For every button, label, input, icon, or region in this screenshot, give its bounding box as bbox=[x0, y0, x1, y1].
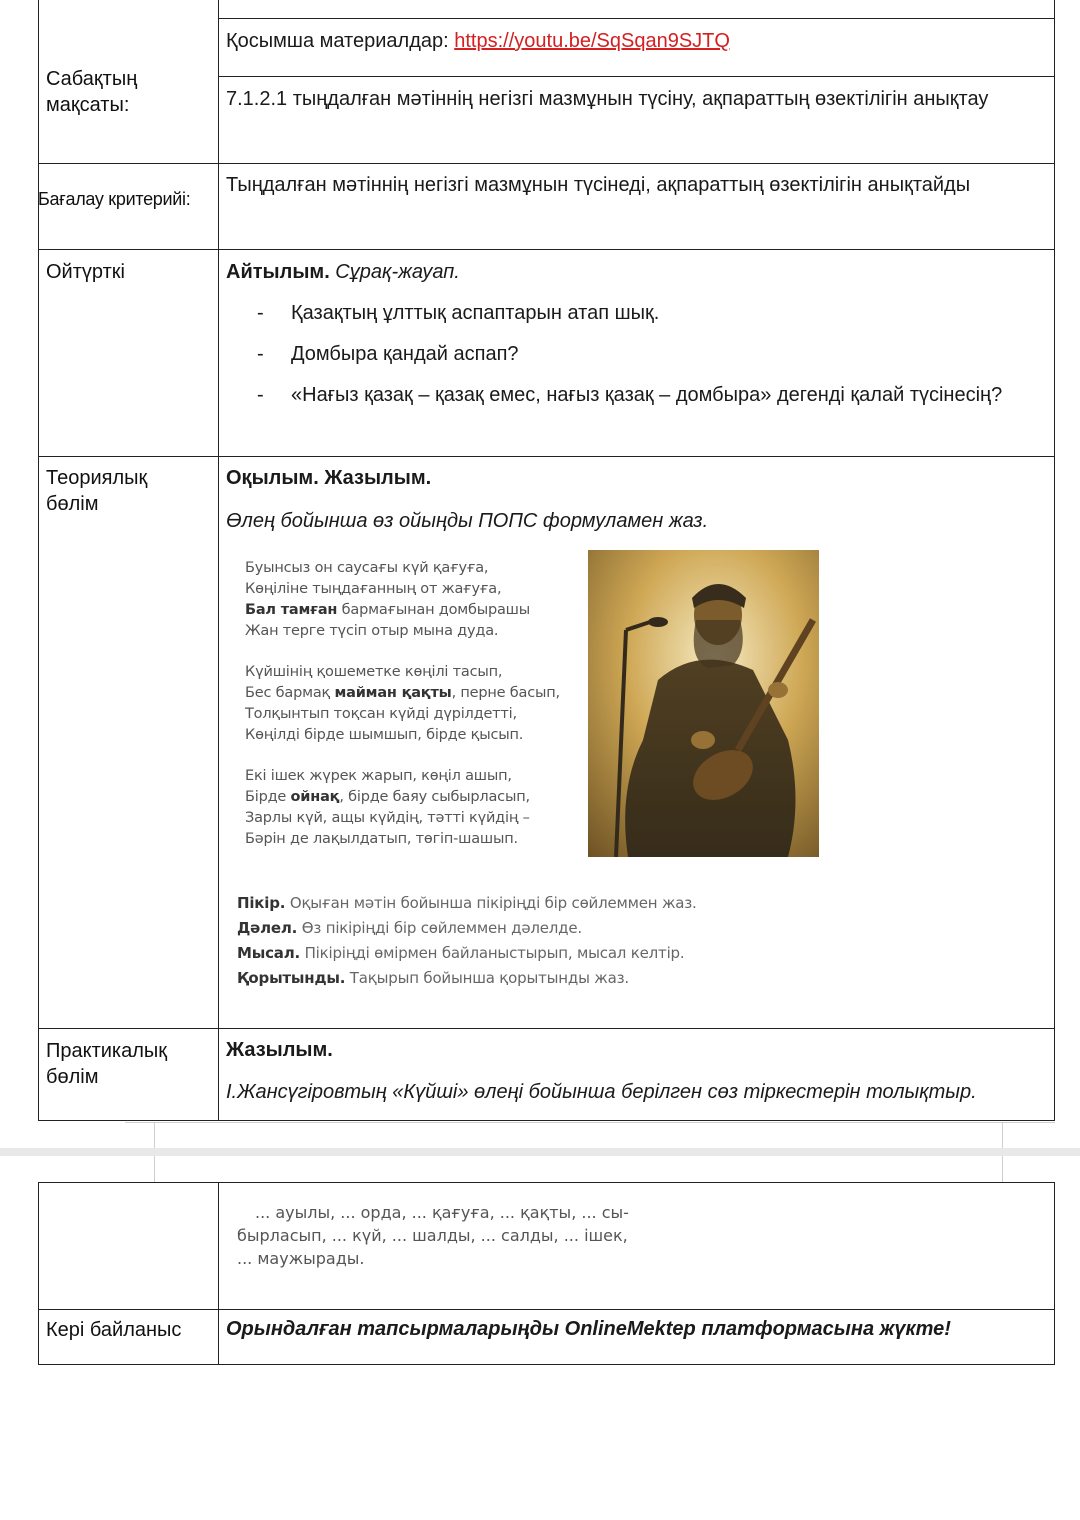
warmup-heading-italic: Сұрақ-жауап. bbox=[329, 261, 460, 283]
row-divider bbox=[38, 456, 1055, 457]
row-label-warmup: Ойтүрткі bbox=[46, 261, 125, 283]
fill-line: ... маужырады. bbox=[237, 1249, 365, 1268]
table2-right-border bbox=[1054, 1182, 1055, 1365]
pops-item-opinion bbox=[237, 891, 697, 916]
bullet-dash: - bbox=[257, 384, 264, 406]
poem-line bbox=[245, 600, 530, 621]
pops-term: Мысал. bbox=[237, 944, 300, 962]
page-gap-tick bbox=[154, 1156, 155, 1182]
poem-line: Толқынтып тоқсан күйді дүрілдетті, bbox=[245, 706, 517, 722]
pops-term: Дәлел. bbox=[237, 919, 298, 937]
pops-item-example bbox=[237, 941, 697, 966]
table2-bottom-border bbox=[38, 1364, 1055, 1365]
table1-column-divider bbox=[218, 0, 219, 1121]
fill-line: ... ауылы, ... орда, ... қағуға, ... қақты, ... сы- bbox=[255, 1203, 629, 1222]
question-text: Домбыра қандай аспап? bbox=[291, 343, 519, 365]
page-gap-band bbox=[0, 1148, 1080, 1156]
theory-task: Өлең бойынша өз ойыңды ПОПС формуламен жаз. bbox=[226, 510, 709, 532]
page-gap-tick bbox=[154, 1122, 155, 1148]
warmup-question bbox=[257, 340, 1047, 368]
practice-heading: Жазылым. bbox=[226, 1039, 333, 1061]
warmup-question bbox=[257, 299, 1047, 327]
poem-line-rest: бармағынан домбырашы bbox=[337, 602, 530, 618]
pops-term: Қорытынды. bbox=[237, 969, 346, 987]
poem-line: Бәрін де лақылдатып, төгіп-шашып. bbox=[245, 831, 518, 847]
poem-line: Жан терге түсіп отыр мына дуда. bbox=[245, 623, 499, 639]
table1-bottom-border bbox=[38, 1120, 1055, 1121]
poem-stanza-2 bbox=[245, 662, 560, 746]
poem-bold-phrase: Бал тамған bbox=[245, 602, 338, 618]
youtube-link[interactable]: https://youtu.be/SqSqan9SJTQ bbox=[454, 30, 730, 52]
row-divider bbox=[218, 18, 1055, 19]
table2-left-border bbox=[38, 1182, 39, 1365]
poem-stanza-1 bbox=[245, 558, 530, 642]
question-text: «Нағыз қазақ – қазақ емес, нағыз қазақ – домбыра» дегенді қалай түсінесің? bbox=[291, 384, 1003, 406]
poem-line-rest: , перне басып, bbox=[451, 685, 560, 701]
bullet-dash: - bbox=[257, 302, 264, 324]
pops-item-reason bbox=[237, 916, 697, 941]
poem-line: Зарлы күй, ащы күйдің, тәтті күйдің – bbox=[245, 810, 530, 826]
row-divider bbox=[38, 249, 1055, 250]
pops-desc: Пікіріңді өмірмен байланыстырып, мысал келтір. bbox=[300, 944, 685, 962]
table1-right-border bbox=[1054, 0, 1055, 1121]
additional-materials bbox=[226, 27, 1046, 55]
fill-line: бырласып, ... күй, ... шалды, ... салды, ... ішек, bbox=[237, 1226, 628, 1245]
table2-column-divider bbox=[218, 1182, 219, 1365]
poem-bold-phrase: майман қақты bbox=[334, 685, 452, 701]
pops-desc: Оқыған мәтін бойынша пікіріңді бір сөйлеммен жаз. bbox=[285, 894, 697, 912]
poem-line: Көңілді бірде шымшып, бірде қысып. bbox=[245, 727, 524, 743]
row-label-feedback: Кері байланыс bbox=[46, 1319, 182, 1341]
poem-line-start: Бірде bbox=[245, 789, 291, 805]
warmup-heading-bold: Айтылым. bbox=[226, 261, 330, 283]
page-gap-tick bbox=[1002, 1156, 1003, 1182]
poem-line-rest: , бірде баяу сыбырласып, bbox=[339, 789, 530, 805]
row-label-theory: Теориялық бөлім bbox=[46, 467, 148, 515]
row-divider bbox=[38, 163, 1055, 164]
poem-line: Көңіліне тыңдағанның от жағуға, bbox=[245, 581, 502, 597]
fill-in-words bbox=[237, 1201, 629, 1270]
row-divider bbox=[218, 76, 1055, 77]
lesson-goal-text: 7.1.2.1 тыңдалған мәтіннің негізгі мазмұнын түсіну, ақпараттың өзектілігін анықтау bbox=[226, 88, 989, 110]
poem-stanza-3 bbox=[245, 766, 530, 850]
pops-desc: Өз пікіріңді бір сөйлеммен дәлелде. bbox=[297, 919, 582, 937]
poem-line-start: Бес бармақ bbox=[245, 685, 335, 701]
table2-top-border bbox=[38, 1182, 1055, 1183]
pops-criteria bbox=[237, 891, 697, 991]
practice-task: І.Жансүгіровтың «Күйші» өлеңі бойынша берілген сөз тіркестерін толықтыр. bbox=[226, 1081, 977, 1103]
row-label-assessment-criteria: Бағалау критерийі: bbox=[38, 189, 191, 209]
dombra-player-photo bbox=[588, 550, 819, 857]
row-label-practice: Практикалық бөлім bbox=[46, 1040, 168, 1088]
theory-heading: Оқылым. Жазылым. bbox=[226, 467, 432, 489]
bullet-dash: - bbox=[257, 343, 264, 365]
warmup-question bbox=[257, 381, 1047, 437]
materials-label: Қосымша материалдар: bbox=[226, 30, 455, 52]
poem-line: Күйшінің қошеметке көңілі тасып, bbox=[245, 664, 503, 680]
page-gap-line bbox=[125, 1122, 1055, 1123]
pops-item-conclusion bbox=[237, 966, 697, 991]
pops-desc: Тақырып бойынша қорытынды жаз. bbox=[345, 969, 629, 987]
poem-line bbox=[245, 787, 530, 808]
page-gap-tick bbox=[1002, 1122, 1003, 1148]
table1-left-border bbox=[38, 0, 39, 1121]
row-label-lesson-goal: Сабақтың мақсаты: bbox=[46, 68, 138, 116]
question-text: Қазақтың ұлттық аспаптарын атап шық. bbox=[291, 302, 660, 324]
row-divider bbox=[38, 1309, 1055, 1310]
poem-bold-phrase: ойнақ bbox=[290, 789, 340, 805]
pops-term: Пікір. bbox=[237, 894, 286, 912]
poem-line: Буынсыз он саусағы күй қағуға, bbox=[245, 560, 489, 576]
poem-line: Екі ішек жүрек жарып, көңіл ашып, bbox=[245, 768, 512, 784]
warmup-heading bbox=[226, 258, 460, 286]
row-divider bbox=[38, 1028, 1055, 1029]
assessment-criteria-text: Тыңдалған мәтіннің негізгі мазмұнын түсінеді, ақпараттың өзектілігін анықтайды bbox=[226, 174, 971, 196]
poem-line bbox=[245, 683, 560, 704]
feedback-text: Орындалған тапсырмаларыңды OnlineMektep платформасына жүкте! bbox=[226, 1318, 951, 1340]
